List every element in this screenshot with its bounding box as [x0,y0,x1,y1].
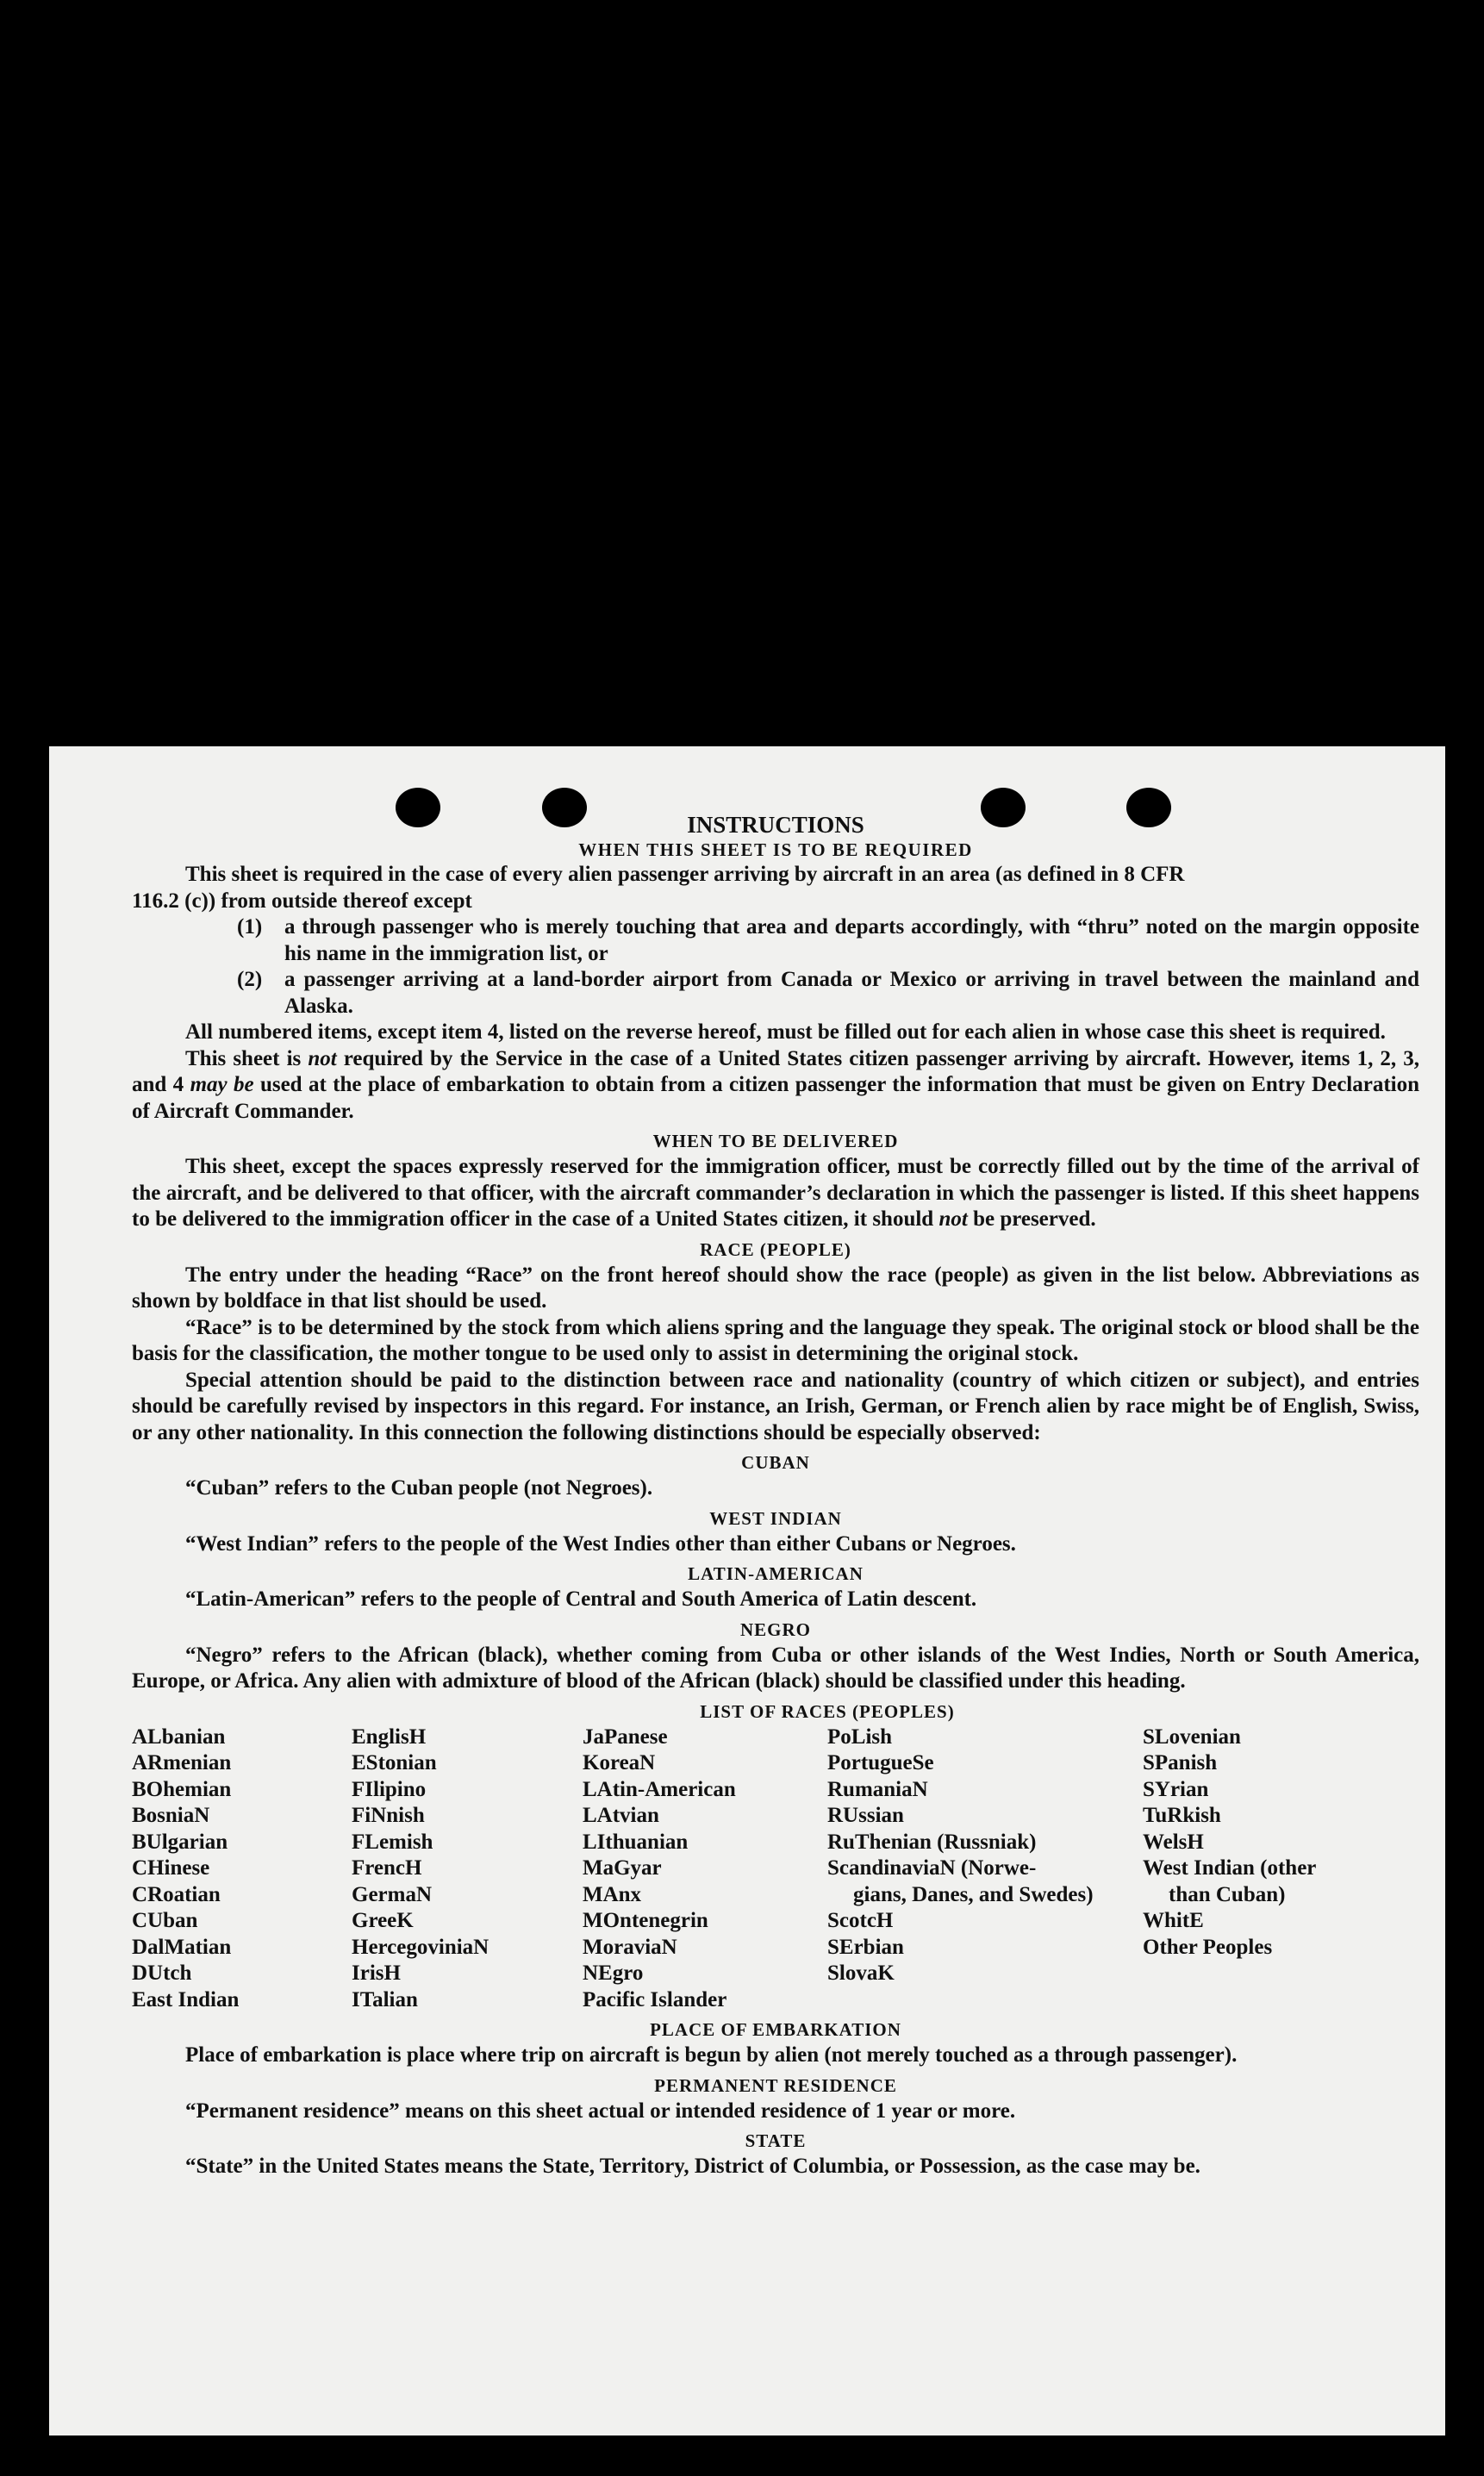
section-heading-races-list: LIST OF RACES (PEOPLES) [700,1700,955,1722]
race-list-item: FIlipino [352,1777,427,1801]
race-list-item: GermaN [352,1882,433,1906]
race-para2: “Race” is to be determined by the stock from which aliens spring and the language they speak. The original stock or blood shall be the basis for the classification, the mother tongue to be used only to assist in determining the original stock. [132,1315,1419,1365]
negro-definition: “Negro” refers to the African (black), whether coming from Cuba or other islands of the West Indies, North or South America, Europe, or Africa. Any alien with admixture of blood of the African (black) should be classified under this heading. [132,1643,1419,1693]
para-text: be preserved. [967,1207,1096,1231]
when-required-para3 [132,1046,1419,1126]
section-heading-embarkation: PLACE OF EMBARKATION [650,2019,901,2040]
race-list-item: ITalian [352,1987,418,2011]
race-list-item: LAtin-American [583,1777,736,1801]
race-list-item: ScotcH [827,1909,894,1932]
para-text: This sheet is [185,1046,309,1070]
race-list-item: MaGyar [583,1856,662,1880]
races-column-4 [827,1724,1143,2014]
race-list-item: CRoatian [132,1882,221,1906]
race-list-item: ARmenian [132,1751,232,1774]
race-para3: Special attention should be paid to the distinction between race and nationality (country of which citizen or subject), and entries should be carefully revised by inspectors in this regard. For instance, an Irish, German, or French alien by race might be of English, Swiss, or any other nationality. In this connection the following distinctions should be especially observed: [132,1368,1419,1444]
residence-definition: “Permanent residence” means on this sheet actual or intended residence of 1 year or more. [185,2099,1016,2123]
race-list-item: TuRkish [1143,1804,1221,1827]
section-heading-residence: PERMANENT RESIDENCE [654,2074,897,2096]
race-list-item: SLovenian [1143,1724,1241,1749]
para-emphasis: may be [190,1073,254,1096]
item-text: a passenger arriving at a land-border airport from Canada or Mexico or arriving in travel between the mainland and Alaska. [284,968,1419,1018]
race-list-item: RUssian [827,1804,904,1827]
race-list-item: Pacific Islander [583,1987,727,2011]
races-column-1 [132,1724,352,2014]
race-list-item-text: ScandinaviaN (Norwe- [827,1856,1037,1880]
section-heading-negro: NEGRO [739,1618,811,1640]
race-list-item: SlovaK [827,1961,895,1985]
para-emphasis: not [308,1046,337,1070]
section-heading-race: RACE (PEOPLE) [700,1238,851,1260]
race-list-item: ALbanian [132,1724,226,1749]
races-column-3 [583,1724,827,2014]
race-list-item: BUlgarian [132,1830,228,1854]
race-list-item: SPanish [1143,1751,1218,1774]
race-list-item-continuation: gians, Danes, and Swedes) [853,1882,1094,1906]
para-text: required by the Service in the case of a United States citizen passenger arriving by aircraft. However, items 1, 2, 3, and 4 [132,1046,1419,1096]
race-para1: The entry under the heading “Race” on the front hereof should show the race (people) as given in the list below. Abbreviations as shown by boldface in that list should be used. [132,1263,1419,1313]
race-list-item: IrisH [352,1961,401,1985]
when-delivered-para [132,1154,1419,1233]
when-required-intro-line2 [132,889,1419,915]
race-list-item: BosniaN [132,1804,210,1827]
section-heading-when-required: WHEN THIS SHEET IS TO BE REQUIRED [578,839,973,860]
document-title: INSTRUCTIONS [687,812,864,838]
race-list-item: DalMatian [132,1935,232,1959]
race-list-item: CHinese [132,1856,210,1880]
race-list-item: MAnx [583,1882,642,1906]
race-list-item: LAtvian [583,1804,659,1827]
section-heading-west-indian: WEST INDIAN [709,1507,842,1529]
document-sheet [49,746,1445,2435]
race-list-item: JaPanese [583,1724,668,1749]
race-list-item: PortugueSe [827,1751,934,1774]
west-indian-definition: “West Indian” refers to the people of the West Indies other than either Cubans or Negroes. [185,1531,1016,1556]
section-heading-when-delivered: WHEN TO BE DELIVERED [652,1131,899,1151]
instructions-content [132,812,1419,2180]
para-text: used at the place of embarkation to obtain from a citizen passenger the information that must be given on Entry Declaration of Aircraft Commander. [132,1073,1420,1123]
race-list-item [827,1855,1143,1908]
race-list-item: CUban [132,1909,198,1932]
section-heading-state: STATE [745,2130,807,2151]
exception-item-1 [237,914,1419,967]
race-list-item: RuThenian (Russniak) [827,1830,1037,1854]
latin-american-definition: “Latin-American” refers to the people of Central and South America of Latin descent. [185,1587,977,1611]
race-list-item: FLemish [352,1830,433,1854]
race-list-item [1143,1855,1401,1908]
race-list-item: EnglisH [352,1724,427,1749]
race-list-item: EStonian [352,1751,437,1774]
races-column-2 [352,1724,583,2014]
para-emphasis: not [938,1207,968,1231]
race-list-item: DUtch [132,1961,192,1985]
race-list-item: FrencH [352,1856,422,1880]
race-list-item: MOntenegrin [583,1909,708,1932]
race-list-item: SYrian [1143,1777,1209,1801]
when-required-intro-line1: This sheet is required in the case of every alien passenger arriving by aircraft in an area (as defined in 8 CFR [185,863,1185,886]
item-number: (2) [237,968,263,991]
race-list-item: WhitE [1143,1909,1204,1932]
race-list-item: RumaniaN [827,1777,928,1801]
intro-line2-text: 116.2 (c)) from outside thereof except [132,889,472,913]
race-list-item: HercegoviniaN [352,1935,489,1959]
race-list-item: LIthuanian [583,1830,689,1854]
section-heading-latin-american: LATIN-AMERICAN [688,1563,864,1584]
item-number: (1) [237,915,263,939]
race-list-item: WelsH [1143,1830,1204,1854]
races-list [132,1724,1419,2014]
item-text: a through passenger who is merely touching that area and departs accordingly, with “thru” noted on the margin opposite his name in the immigration list, or [284,915,1419,965]
races-column-5 [1143,1724,1401,2014]
race-list-item: Other Peoples [1143,1935,1273,1959]
embarkation-definition: Place of embarkation is place where trip on aircraft is begun by alien (not merely touched as a through passenger). [185,2043,1238,2067]
race-list-item-text: West Indian (other [1143,1856,1317,1880]
race-list-item: MoraviaN [583,1935,677,1959]
race-list-item: GreeK [352,1909,414,1932]
race-list-item-continuation: than Cuban) [1169,1882,1286,1906]
race-list-item: SErbian [827,1935,904,1959]
race-list-item: PoLish [827,1724,893,1749]
cuban-definition: “Cuban” refers to the Cuban people (not Negroes). [185,1476,653,1500]
exception-item-2 [237,967,1419,1020]
state-definition: “State” in the United States means the State, Territory, District of Columbia, or Possession, as the case may be. [185,2155,1200,2178]
race-list-item: East Indian [132,1987,240,2011]
race-list-item: KoreaN [583,1751,656,1774]
section-heading-cuban: CUBAN [741,1452,810,1473]
race-list-item: FiNnish [352,1804,425,1827]
para-text: This sheet, except the spaces expressly reserved for the immigration officer, must be correctly filled out by the time of the arrival of the aircraft, and be delivered to that officer, with the aircraft commander’s declaration in which the passenger is listed. If this sheet happens to be delivered to the immigration officer in the case of a United States citizen, it should [132,1155,1419,1231]
when-required-para2: All numbered items, except item 4, listed on the reverse hereof, must be filled out for each alien in whose case this sheet is required. [185,1020,1386,1044]
race-list-item: NEgro [583,1961,644,1985]
race-list-item: BOhemian [132,1777,232,1801]
